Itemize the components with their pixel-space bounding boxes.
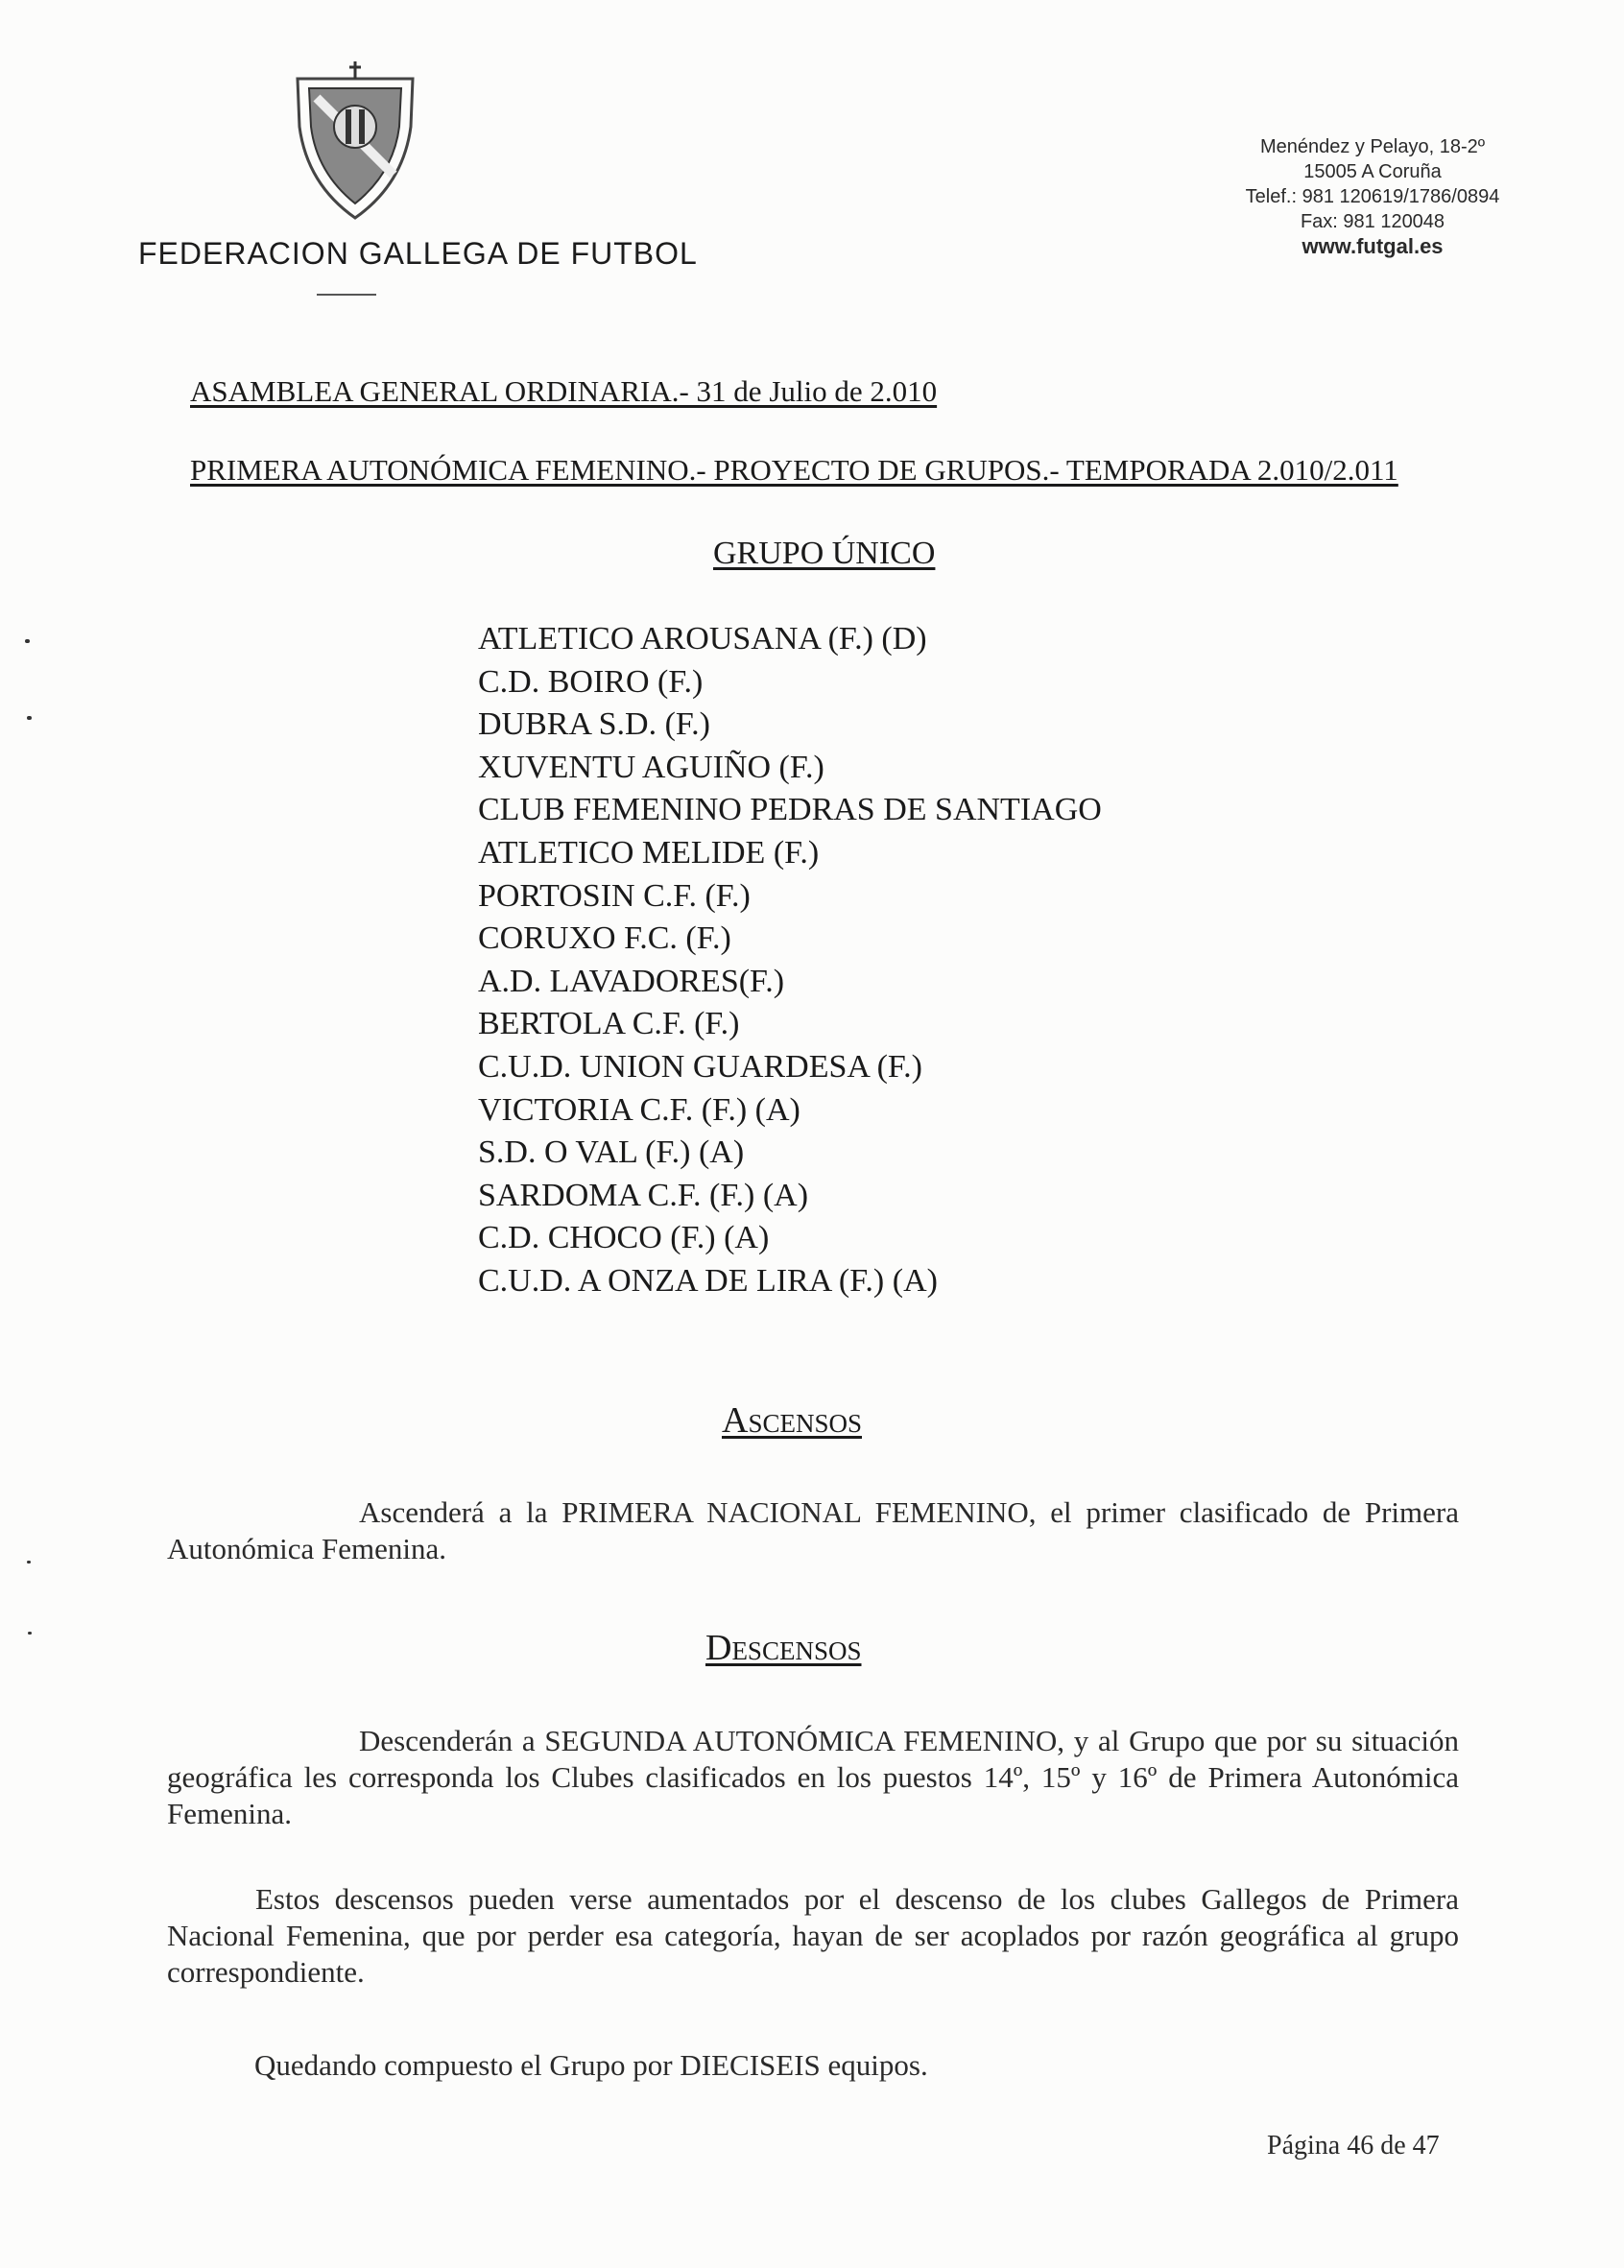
descensos-heading: Descensos [705,1628,862,1668]
ascensos-heading: Ascensos [722,1400,862,1441]
list-item: ATLETICO AROUSANA (F.) (D) [478,621,927,657]
group-title: GRUPO ÚNICO [713,536,936,571]
descensos-paragraph-2 [167,1881,1459,1991]
page-number: Página 46 de 47 [1267,2131,1440,2161]
ascensos-paragraph [167,1494,1459,1567]
address-city: 15005 A Coruña [1303,161,1442,182]
address-block [1190,134,1555,259]
list-item: DUBRA S.D. (F.) [478,706,710,743]
scan-speck [27,1561,31,1564]
scan-speck [27,716,32,720]
descensos-text-2: Estos descensos pueden verse aumentados por el descenso de los clubes Gallegos de Primera Nacional Femenina, que por perder esa categoría, hayan de ser acoplados por razón geográfica al grupo correspondiente. [167,1882,1459,1989]
list-item: BERTOLA C.F. (F.) [478,1006,740,1042]
org-name-divider [317,294,376,296]
scan-speck [28,1632,32,1635]
address-fax: Fax: 981 120048 [1300,211,1445,232]
list-item: SARDOMA C.F. (F.) (A) [478,1177,809,1213]
list-item: CLUB FEMENINO PEDRAS DE SANTIAGO [478,792,1102,828]
list-item: S.D. O VAL (F.) (A) [478,1134,745,1171]
list-item: ATLETICO MELIDE (F.) [478,834,820,871]
ascensos-text: Ascenderá a la PRIMERA NACIONAL FEMENINO, el primer clasificado de Primera Autonómica Femenina. [167,1495,1459,1565]
descensos-paragraph-3: Quedando compuesto el Grupo por DIECISEIS equipos. [254,2048,928,2082]
federation-shield-logo [288,60,422,223]
descensos-paragraph-1 [167,1723,1459,1832]
org-name: FEDERACION GALLEGA DE FUTBOL [138,236,698,271]
address-street: Menéndez y Pelayo, 18-2º [1259,136,1486,157]
website-link[interactable]: www.futgal.es [1302,234,1444,258]
list-item: C.D. CHOCO (F.) (A) [478,1220,770,1256]
list-item: C.U.D. UNION GUARDESA (F.) [478,1048,922,1085]
list-item: CORUXO F.C. (F.) [478,920,731,957]
list-item: C.D. BOIRO (F.) [478,663,704,700]
list-item: PORTOSIN C.F. (F.) [478,877,751,914]
scan-speck [25,639,30,643]
list-item: A.D. LAVADORES(F.) [478,963,785,999]
club-list [478,618,1102,1303]
project-title: PRIMERA AUTONÓMICA FEMENINO.- PROYECTO DE GRUPOS.- TEMPORADA 2.010/2.011 [190,453,1398,487]
list-item: XUVENTU AGUIÑO (F.) [478,749,824,785]
assembly-title: ASAMBLEA GENERAL ORDINARIA.- 31 de Julio de 2.010 [190,374,938,408]
descensos-text-1: Descenderán a SEGUNDA AUTONÓMICA FEMENINO, y al Grupo que por su situación geográfica les corresponda los Clubes clasificados en los puestos 14º, 15º y 16º de Primera Autonómica Femenina. [167,1724,1459,1830]
address-phone: Telef.: 981 120619/1786/0894 [1245,186,1500,207]
list-item: C.U.D. A ONZA DE LIRA (F.) (A) [478,1262,938,1299]
list-item: VICTORIA C.F. (F.) (A) [478,1091,800,1128]
